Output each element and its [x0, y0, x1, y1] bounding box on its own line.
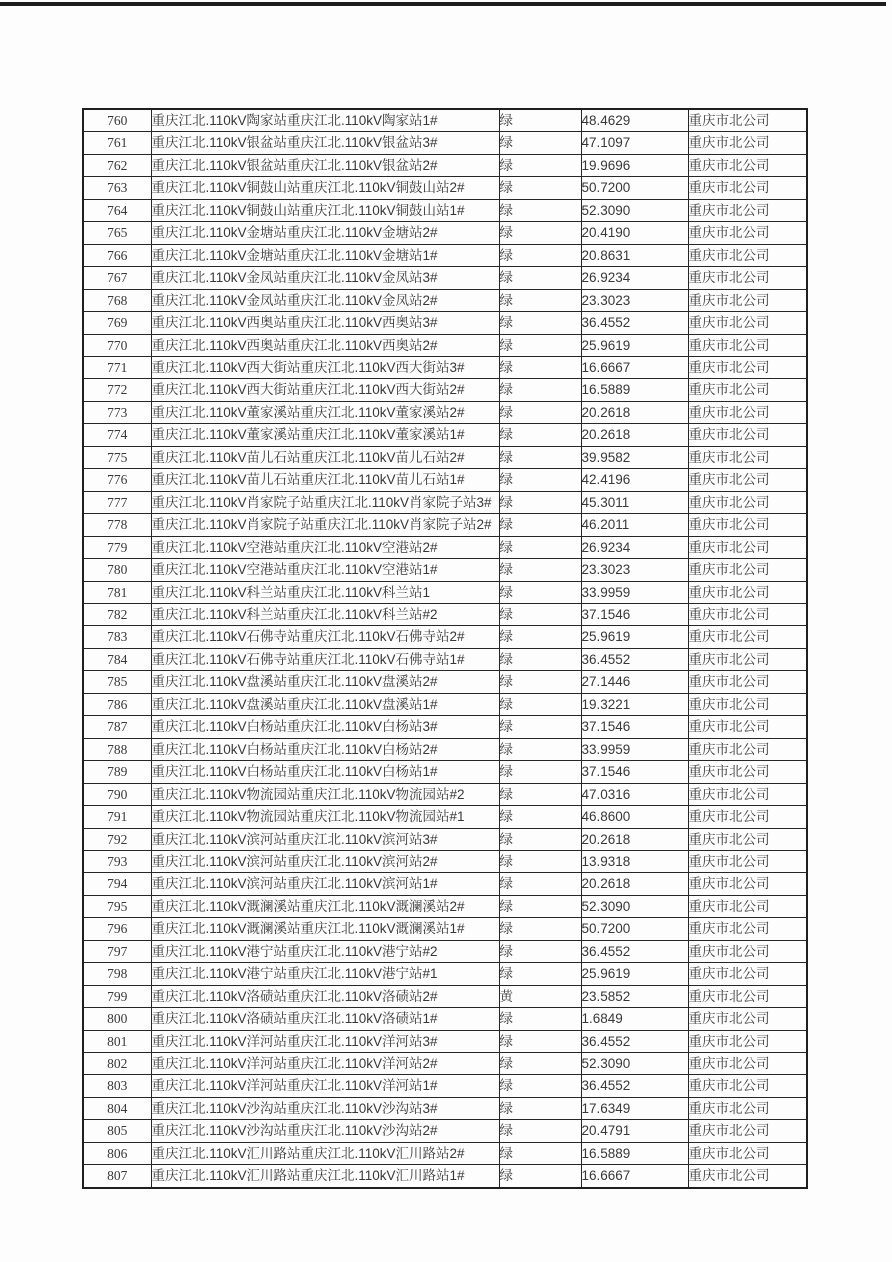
table-row — [83, 1075, 807, 1097]
station-name-cell: 重庆江北.110kV空港站重庆江北.110kV空港站2# — [151, 536, 499, 558]
status-color-cell: 绿 — [499, 469, 581, 491]
company-cell: 重庆市北公司 — [688, 132, 807, 154]
value-cell: 23.3023 — [581, 289, 688, 311]
company-cell: 重庆市北公司 — [688, 401, 807, 423]
station-name-cell: 重庆江北.110kV苗儿石站重庆江北.110kV苗儿石站1# — [151, 469, 499, 491]
row-number-cell: 807 — [83, 1165, 151, 1188]
station-name-cell: 重庆江北.110kV白杨站重庆江北.110kV白杨站2# — [151, 738, 499, 760]
station-name-cell: 重庆江北.110kV洋河站重庆江北.110kV洋河站2# — [151, 1053, 499, 1075]
row-number-cell: 803 — [83, 1075, 151, 1097]
table-row — [83, 693, 807, 715]
station-name-cell: 重庆江北.110kV白杨站重庆江北.110kV白杨站1# — [151, 761, 499, 783]
value-cell: 46.2011 — [581, 514, 688, 536]
row-number-cell: 799 — [83, 985, 151, 1007]
company-cell: 重庆市北公司 — [688, 895, 807, 917]
table-row — [83, 514, 807, 536]
status-color-cell: 绿 — [499, 873, 581, 895]
status-color-cell: 绿 — [499, 783, 581, 805]
status-color-cell: 绿 — [499, 1053, 581, 1075]
status-color-cell: 绿 — [499, 1075, 581, 1097]
value-cell: 16.5889 — [581, 379, 688, 401]
table-row — [83, 738, 807, 760]
table-row — [83, 469, 807, 491]
company-cell: 重庆市北公司 — [688, 334, 807, 356]
value-cell: 23.5852 — [581, 985, 688, 1007]
substation-table — [82, 108, 808, 1189]
table-row — [83, 424, 807, 446]
table-row — [83, 985, 807, 1007]
row-number-cell: 763 — [83, 177, 151, 199]
value-cell: 1.6849 — [581, 1008, 688, 1030]
table-row — [83, 154, 807, 176]
company-cell: 重庆市北公司 — [688, 222, 807, 244]
row-number-cell: 778 — [83, 514, 151, 536]
table-row — [83, 334, 807, 356]
status-color-cell: 绿 — [499, 761, 581, 783]
status-color-cell: 绿 — [499, 648, 581, 670]
row-number-cell: 805 — [83, 1120, 151, 1142]
station-name-cell: 重庆江北.110kV溉澜溪站重庆江北.110kV溉澜溪站2# — [151, 895, 499, 917]
status-color-cell: 绿 — [499, 1097, 581, 1119]
company-cell: 重庆市北公司 — [688, 424, 807, 446]
company-cell: 重庆市北公司 — [688, 109, 807, 132]
table-row — [83, 222, 807, 244]
value-cell: 36.4552 — [581, 940, 688, 962]
value-cell: 52.3090 — [581, 895, 688, 917]
table-row — [83, 716, 807, 738]
status-color-cell: 绿 — [499, 603, 581, 625]
value-cell: 20.4190 — [581, 222, 688, 244]
row-number-cell: 787 — [83, 716, 151, 738]
station-name-cell: 重庆江北.110kV金塘站重庆江北.110kV金塘站1# — [151, 244, 499, 266]
table-row — [83, 626, 807, 648]
value-cell: 36.4552 — [581, 1075, 688, 1097]
station-name-cell: 重庆江北.110kV沙沟站重庆江北.110kV沙沟站3# — [151, 1097, 499, 1119]
status-color-cell: 绿 — [499, 312, 581, 334]
table-row — [83, 1030, 807, 1052]
table-row — [83, 446, 807, 468]
row-number-cell: 772 — [83, 379, 151, 401]
company-cell: 重庆市北公司 — [688, 199, 807, 221]
status-color-cell: 绿 — [499, 289, 581, 311]
company-cell: 重庆市北公司 — [688, 648, 807, 670]
value-cell: 37.1546 — [581, 761, 688, 783]
row-number-cell: 773 — [83, 401, 151, 423]
status-color-cell: 绿 — [499, 671, 581, 693]
value-cell: 25.9619 — [581, 626, 688, 648]
station-name-cell: 重庆江北.110kV石佛寺站重庆江北.110kV石佛寺站1# — [151, 648, 499, 670]
status-color-cell: 绿 — [499, 446, 581, 468]
status-color-cell: 绿 — [499, 895, 581, 917]
station-name-cell: 重庆江北.110kV银盆站重庆江北.110kV银盆站2# — [151, 154, 499, 176]
row-number-cell: 797 — [83, 940, 151, 962]
status-color-cell: 绿 — [499, 177, 581, 199]
company-cell: 重庆市北公司 — [688, 963, 807, 985]
table-row — [83, 1142, 807, 1164]
table-row — [83, 761, 807, 783]
status-color-cell: 黄 — [499, 985, 581, 1007]
company-cell: 重庆市北公司 — [688, 1120, 807, 1142]
row-number-cell: 776 — [83, 469, 151, 491]
company-cell: 重庆市北公司 — [688, 1097, 807, 1119]
status-color-cell: 绿 — [499, 109, 581, 132]
row-number-cell: 760 — [83, 109, 151, 132]
table-row — [83, 379, 807, 401]
company-cell: 重庆市北公司 — [688, 1053, 807, 1075]
row-number-cell: 769 — [83, 312, 151, 334]
row-number-cell: 804 — [83, 1097, 151, 1119]
row-number-cell: 777 — [83, 491, 151, 513]
status-color-cell: 绿 — [499, 491, 581, 513]
row-number-cell: 767 — [83, 267, 151, 289]
row-number-cell: 766 — [83, 244, 151, 266]
table-row — [83, 1120, 807, 1142]
status-color-cell: 绿 — [499, 267, 581, 289]
station-name-cell: 重庆江北.110kV洋河站重庆江北.110kV洋河站1# — [151, 1075, 499, 1097]
table-container — [82, 108, 808, 1189]
station-name-cell: 重庆江北.110kV物流园站重庆江北.110kV物流园站#2 — [151, 783, 499, 805]
station-name-cell: 重庆江北.110kV金凤站重庆江北.110kV金凤站2# — [151, 289, 499, 311]
company-cell: 重庆市北公司 — [688, 154, 807, 176]
status-color-cell: 绿 — [499, 379, 581, 401]
table-row — [83, 648, 807, 670]
row-number-cell: 786 — [83, 693, 151, 715]
value-cell: 20.8631 — [581, 244, 688, 266]
station-name-cell: 重庆江北.110kV港宁站重庆江北.110kV港宁站#2 — [151, 940, 499, 962]
status-color-cell: 绿 — [499, 626, 581, 648]
status-color-cell: 绿 — [499, 581, 581, 603]
value-cell: 52.3090 — [581, 199, 688, 221]
station-name-cell: 重庆江北.110kV滨河站重庆江北.110kV滨河站1# — [151, 873, 499, 895]
value-cell: 19.9696 — [581, 154, 688, 176]
company-cell: 重庆市北公司 — [688, 626, 807, 648]
station-name-cell: 重庆江北.110kV汇川路站重庆江北.110kV汇川路站2# — [151, 1142, 499, 1164]
status-color-cell: 绿 — [499, 154, 581, 176]
value-cell: 52.3090 — [581, 1053, 688, 1075]
row-number-cell: 792 — [83, 828, 151, 850]
status-color-cell: 绿 — [499, 514, 581, 536]
status-color-cell: 绿 — [499, 222, 581, 244]
status-color-cell: 绿 — [499, 828, 581, 850]
table-row — [83, 312, 807, 334]
status-color-cell: 绿 — [499, 693, 581, 715]
company-cell: 重庆市北公司 — [688, 312, 807, 334]
status-color-cell: 绿 — [499, 1165, 581, 1188]
status-color-cell: 绿 — [499, 401, 581, 423]
status-color-cell: 绿 — [499, 806, 581, 828]
status-color-cell: 绿 — [499, 940, 581, 962]
value-cell: 37.1546 — [581, 716, 688, 738]
table-body — [83, 109, 807, 1188]
table-row — [83, 109, 807, 132]
table-row — [83, 267, 807, 289]
company-cell: 重庆市北公司 — [688, 873, 807, 895]
status-color-cell: 绿 — [499, 1030, 581, 1052]
station-name-cell: 重庆江北.110kV溉澜溪站重庆江北.110kV溉澜溪站1# — [151, 918, 499, 940]
row-number-cell: 781 — [83, 581, 151, 603]
value-cell: 37.1546 — [581, 603, 688, 625]
company-cell: 重庆市北公司 — [688, 491, 807, 513]
status-color-cell: 绿 — [499, 918, 581, 940]
status-color-cell: 绿 — [499, 334, 581, 356]
value-cell: 20.4791 — [581, 1120, 688, 1142]
row-number-cell: 764 — [83, 199, 151, 221]
status-color-cell: 绿 — [499, 244, 581, 266]
station-name-cell: 重庆江北.110kV洋河站重庆江北.110kV洋河站3# — [151, 1030, 499, 1052]
station-name-cell: 重庆江北.110kV盘溪站重庆江北.110kV盘溪站1# — [151, 693, 499, 715]
company-cell: 重庆市北公司 — [688, 940, 807, 962]
station-name-cell: 重庆江北.110kV港宁站重庆江北.110kV港宁站#1 — [151, 963, 499, 985]
table-row — [83, 199, 807, 221]
station-name-cell: 重庆江北.110kV滨河站重庆江北.110kV滨河站3# — [151, 828, 499, 850]
value-cell: 20.2618 — [581, 873, 688, 895]
value-cell: 33.9959 — [581, 581, 688, 603]
value-cell: 16.6667 — [581, 1165, 688, 1188]
table-row — [83, 581, 807, 603]
value-cell: 36.4552 — [581, 648, 688, 670]
station-name-cell: 重庆江北.110kV白杨站重庆江北.110kV白杨站3# — [151, 716, 499, 738]
table-row — [83, 783, 807, 805]
table-row — [83, 603, 807, 625]
value-cell: 42.4196 — [581, 469, 688, 491]
row-number-cell: 794 — [83, 873, 151, 895]
value-cell: 48.4629 — [581, 109, 688, 132]
station-name-cell: 重庆江北.110kV铜鼓山站重庆江北.110kV铜鼓山站2# — [151, 177, 499, 199]
row-number-cell: 770 — [83, 334, 151, 356]
value-cell: 47.0316 — [581, 783, 688, 805]
row-number-cell: 790 — [83, 783, 151, 805]
value-cell: 13.9318 — [581, 850, 688, 872]
company-cell: 重庆市北公司 — [688, 1142, 807, 1164]
status-color-cell: 绿 — [499, 132, 581, 154]
table-row — [83, 918, 807, 940]
row-number-cell: 765 — [83, 222, 151, 244]
value-cell: 26.9234 — [581, 267, 688, 289]
value-cell: 46.8600 — [581, 806, 688, 828]
row-number-cell: 761 — [83, 132, 151, 154]
row-number-cell: 806 — [83, 1142, 151, 1164]
company-cell: 重庆市北公司 — [688, 379, 807, 401]
value-cell: 16.5889 — [581, 1142, 688, 1164]
company-cell: 重庆市北公司 — [688, 671, 807, 693]
row-number-cell: 798 — [83, 963, 151, 985]
station-name-cell: 重庆江北.110kV苗儿石站重庆江北.110kV苗儿石站2# — [151, 446, 499, 468]
company-cell: 重庆市北公司 — [688, 177, 807, 199]
station-name-cell: 重庆江北.110kV物流园站重庆江北.110kV物流园站#1 — [151, 806, 499, 828]
table-row — [83, 132, 807, 154]
status-color-cell: 绿 — [499, 536, 581, 558]
company-cell: 重庆市北公司 — [688, 267, 807, 289]
value-cell: 19.3221 — [581, 693, 688, 715]
table-row — [83, 177, 807, 199]
value-cell: 25.9619 — [581, 963, 688, 985]
status-color-cell: 绿 — [499, 559, 581, 581]
table-row — [83, 850, 807, 872]
value-cell: 50.7200 — [581, 177, 688, 199]
value-cell: 23.3023 — [581, 559, 688, 581]
row-number-cell: 782 — [83, 603, 151, 625]
value-cell: 36.4552 — [581, 1030, 688, 1052]
table-row — [83, 1097, 807, 1119]
value-cell: 39.9582 — [581, 446, 688, 468]
row-number-cell: 789 — [83, 761, 151, 783]
row-number-cell: 774 — [83, 424, 151, 446]
station-name-cell: 重庆江北.110kV西奥站重庆江北.110kV西奥站3# — [151, 312, 499, 334]
station-name-cell: 重庆江北.110kV汇川路站重庆江北.110kV汇川路站1# — [151, 1165, 499, 1188]
status-color-cell: 绿 — [499, 738, 581, 760]
company-cell: 重庆市北公司 — [688, 918, 807, 940]
value-cell: 47.1097 — [581, 132, 688, 154]
table-row — [83, 536, 807, 558]
company-cell: 重庆市北公司 — [688, 244, 807, 266]
row-number-cell: 802 — [83, 1053, 151, 1075]
value-cell: 26.9234 — [581, 536, 688, 558]
station-name-cell: 重庆江北.110kV西大街站重庆江北.110kV西大街站2# — [151, 379, 499, 401]
table-row — [83, 356, 807, 378]
value-cell: 27.1446 — [581, 671, 688, 693]
station-name-cell: 重庆江北.110kV陶家站重庆江北.110kV陶家站1# — [151, 109, 499, 132]
table-row — [83, 671, 807, 693]
company-cell: 重庆市北公司 — [688, 514, 807, 536]
row-number-cell: 800 — [83, 1008, 151, 1030]
table-row — [83, 963, 807, 985]
company-cell: 重庆市北公司 — [688, 783, 807, 805]
station-name-cell: 重庆江北.110kV盘溪站重庆江北.110kV盘溪站2# — [151, 671, 499, 693]
company-cell: 重庆市北公司 — [688, 559, 807, 581]
status-color-cell: 绿 — [499, 1008, 581, 1030]
status-color-cell: 绿 — [499, 424, 581, 446]
company-cell: 重庆市北公司 — [688, 289, 807, 311]
company-cell: 重庆市北公司 — [688, 761, 807, 783]
status-color-cell: 绿 — [499, 356, 581, 378]
table-row — [83, 895, 807, 917]
company-cell: 重庆市北公司 — [688, 536, 807, 558]
table-row — [83, 828, 807, 850]
value-cell: 36.4552 — [581, 312, 688, 334]
station-name-cell: 重庆江北.110kV滨河站重庆江北.110kV滨河站2# — [151, 850, 499, 872]
table-row — [83, 559, 807, 581]
status-color-cell: 绿 — [499, 850, 581, 872]
value-cell: 20.2618 — [581, 828, 688, 850]
row-number-cell: 768 — [83, 289, 151, 311]
station-name-cell: 重庆江北.110kV肖家院子站重庆江北.110kV肖家院子站2# — [151, 514, 499, 536]
company-cell: 重庆市北公司 — [688, 806, 807, 828]
station-name-cell: 重庆江北.110kV洛碛站重庆江北.110kV洛碛站1# — [151, 1008, 499, 1030]
table-row — [83, 401, 807, 423]
value-cell: 20.2618 — [581, 424, 688, 446]
company-cell: 重庆市北公司 — [688, 446, 807, 468]
station-name-cell: 重庆江北.110kV金凤站重庆江北.110kV金凤站3# — [151, 267, 499, 289]
table-row — [83, 289, 807, 311]
row-number-cell: 801 — [83, 1030, 151, 1052]
row-number-cell: 788 — [83, 738, 151, 760]
value-cell: 16.6667 — [581, 356, 688, 378]
row-number-cell: 793 — [83, 850, 151, 872]
value-cell: 50.7200 — [581, 918, 688, 940]
station-name-cell: 重庆江北.110kV银盆站重庆江北.110kV银盆站3# — [151, 132, 499, 154]
value-cell: 45.3011 — [581, 491, 688, 513]
table-row — [83, 1165, 807, 1188]
status-color-cell: 绿 — [499, 963, 581, 985]
row-number-cell: 780 — [83, 559, 151, 581]
row-number-cell: 796 — [83, 918, 151, 940]
status-color-cell: 绿 — [499, 199, 581, 221]
company-cell: 重庆市北公司 — [688, 1008, 807, 1030]
value-cell: 33.9959 — [581, 738, 688, 760]
company-cell: 重庆市北公司 — [688, 738, 807, 760]
company-cell: 重庆市北公司 — [688, 581, 807, 603]
station-name-cell: 重庆江北.110kV肖家院子站重庆江北.110kV肖家院子站3# — [151, 491, 499, 513]
value-cell: 25.9619 — [581, 334, 688, 356]
station-name-cell: 重庆江北.110kV金塘站重庆江北.110kV金塘站2# — [151, 222, 499, 244]
table-row — [83, 1053, 807, 1075]
table-row — [83, 873, 807, 895]
company-cell: 重庆市北公司 — [688, 850, 807, 872]
scan-edge-artifact — [0, 2, 886, 6]
company-cell: 重庆市北公司 — [688, 469, 807, 491]
station-name-cell: 重庆江北.110kV科兰站重庆江北.110kV科兰站1 — [151, 581, 499, 603]
table-row — [83, 491, 807, 513]
table-row — [83, 244, 807, 266]
row-number-cell: 771 — [83, 356, 151, 378]
company-cell: 重庆市北公司 — [688, 1030, 807, 1052]
value-cell: 17.6349 — [581, 1097, 688, 1119]
station-name-cell: 重庆江北.110kV石佛寺站重庆江北.110kV石佛寺站2# — [151, 626, 499, 648]
company-cell: 重庆市北公司 — [688, 716, 807, 738]
status-color-cell: 绿 — [499, 716, 581, 738]
company-cell: 重庆市北公司 — [688, 985, 807, 1007]
station-name-cell: 重庆江北.110kV洛碛站重庆江北.110kV洛碛站2# — [151, 985, 499, 1007]
company-cell: 重庆市北公司 — [688, 1075, 807, 1097]
table-row — [83, 1008, 807, 1030]
row-number-cell: 784 — [83, 648, 151, 670]
company-cell: 重庆市北公司 — [688, 356, 807, 378]
status-color-cell: 绿 — [499, 1120, 581, 1142]
station-name-cell: 重庆江北.110kV董家溪站重庆江北.110kV董家溪站2# — [151, 401, 499, 423]
station-name-cell: 重庆江北.110kV西大街站重庆江北.110kV西大街站3# — [151, 356, 499, 378]
row-number-cell: 775 — [83, 446, 151, 468]
row-number-cell: 785 — [83, 671, 151, 693]
row-number-cell: 762 — [83, 154, 151, 176]
company-cell: 重庆市北公司 — [688, 603, 807, 625]
row-number-cell: 783 — [83, 626, 151, 648]
table-row — [83, 806, 807, 828]
value-cell: 20.2618 — [581, 401, 688, 423]
station-name-cell: 重庆江北.110kV科兰站重庆江北.110kV科兰站#2 — [151, 603, 499, 625]
status-color-cell: 绿 — [499, 1142, 581, 1164]
row-number-cell: 791 — [83, 806, 151, 828]
station-name-cell: 重庆江北.110kV铜鼓山站重庆江北.110kV铜鼓山站1# — [151, 199, 499, 221]
company-cell: 重庆市北公司 — [688, 1165, 807, 1188]
row-number-cell: 779 — [83, 536, 151, 558]
company-cell: 重庆市北公司 — [688, 693, 807, 715]
row-number-cell: 795 — [83, 895, 151, 917]
station-name-cell: 重庆江北.110kV西奥站重庆江北.110kV西奥站2# — [151, 334, 499, 356]
company-cell: 重庆市北公司 — [688, 828, 807, 850]
station-name-cell: 重庆江北.110kV沙沟站重庆江北.110kV沙沟站2# — [151, 1120, 499, 1142]
station-name-cell: 重庆江北.110kV董家溪站重庆江北.110kV董家溪站1# — [151, 424, 499, 446]
table-row — [83, 940, 807, 962]
station-name-cell: 重庆江北.110kV空港站重庆江北.110kV空港站1# — [151, 559, 499, 581]
